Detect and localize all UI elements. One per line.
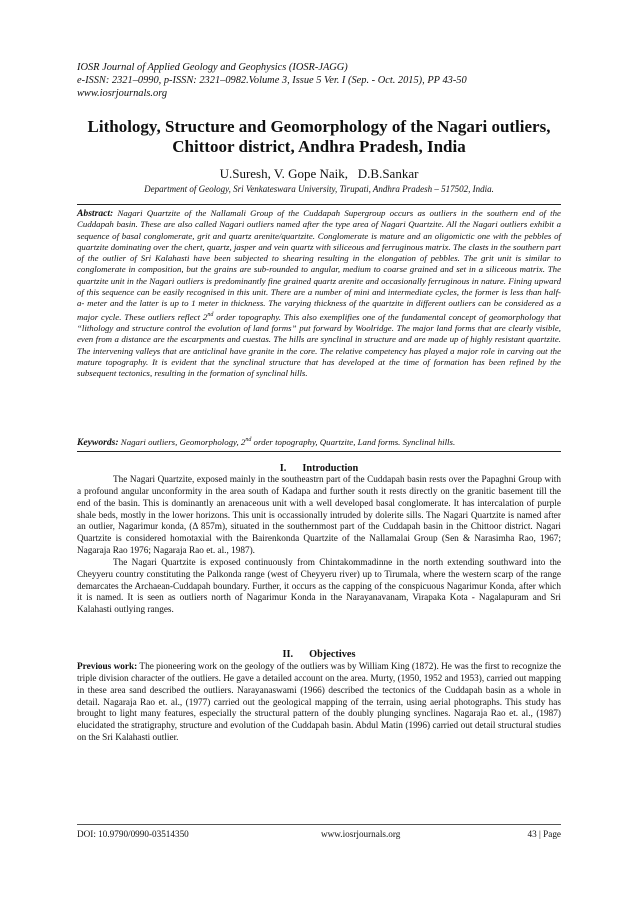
footer-rule (77, 824, 561, 825)
previous-work-text: The pioneering work on the geology of the outliers was by William King (1872). He was the first to recognize the triple division character of the outliers. He gave a detailed account on the area. Murty, (1950, 1952 and 1953), carried out mapping in these area sand described the outliers. Narayanaswami (1966) described the tectonics of the Cuddapah basin as a whole in detail. Nagaraja Rao et. al., (1977) carried out the geological mapping of the terrain, using aerial photographs. This study has brought to light many features, especially the structural pattern of the doubly plunging synclines. Nagaraja Rao et. al., (1987) elucidated the stratigraphy, structure and evolution of the Cuddapah basin. Abdul Matin (1996) carried out detail structural studies on the Sri Kalahasti outlier. (77, 662, 561, 744)
paper-title-line2: Chittoor district, Andhra Pradesh, India (172, 137, 466, 156)
objectives-body (77, 662, 561, 745)
journal-header (77, 61, 561, 101)
keywords (77, 435, 561, 448)
intro-paragraph-1: The Nagari Quartzite, exposed mainly in the southeastrn part of the Cuddapah basin rests over the Papaghni Group with a profound angular unconformity in the area south of Kadapa and further south it rests directly on the granitic basement till the end of the basin. This is dominantly an arenaceous unit with a well developed basal conglomerate. It has intercalation of purple shale beds, mostly in the lower horizons. This unit is occassionally intruded by dolerite sills. The Nagari Quartzite is named after an outlier, Nagarimur konda, (Δ 857m), situated in the southernmost part of the Cuddapah basin in the Chittoor district. Nagari Quartzite is considered homotaxial with the Bairenkonda Quartzite of the Nallamalai Group (Sen & Narasimha Rao, 1967; Nagaraja Rao 1976; Nagaraja Rao et. al., 1987). (77, 475, 561, 557)
journal-name: IOSR Journal of Applied Geology and Geophysics (IOSR-JAGG) (77, 62, 348, 73)
abstract-sup: nd (207, 311, 214, 318)
section1-title: Introduction (302, 463, 359, 474)
introduction-body (77, 475, 561, 617)
section1-number: I. (279, 463, 287, 474)
keywords-text-a: Nagari outliers, Geomorphology, 2 (118, 436, 246, 447)
abstract-text-b: order topography. This also exemplifies one of the fundamental concept of geomorphology that “lithology and structure control the evolution of land forms” put forward by Woolridge. The major land forms that are clearly visible, even from a distance are the escarpments and cuestas. The hills are synclinal in structure and are made up of highly resistant quartzite. The intervening valleys that are anticlinal have granite in the core. The relative competency has played a major role in carving out the mature topography. It is evident that the synclinal structure that has developed at the time of formation has been refined by the subsequent tectonics, resulting in the formation of synclinal hills. (77, 311, 561, 379)
authors: U.Suresh, V. Gope Naik, D.B.Sankar (219, 166, 419, 181)
affiliation: Department of Geology, Sri Venkateswara University, Tirupati, Andhra Pradesh – 517502, India. (144, 184, 494, 194)
abstract-bottom-rule (77, 451, 561, 452)
keywords-text-b: order topography, Quartzite, Land forms. Synclinal hills. (251, 436, 456, 447)
keywords-label: Keywords: (77, 436, 119, 448)
paper-title (77, 117, 561, 157)
footer-page-number: 43 | Page (527, 829, 561, 839)
journal-issn: e-ISSN: 2321–0990, p-ISSN: 2321–0982.Volume 3, Issue 5 Ver. I (Sep. - Oct. 2015), PP 43-50 (77, 75, 467, 87)
section2-number: II. (282, 649, 294, 660)
objectives-paragraph-1 (77, 662, 561, 745)
abstract-text-a: Nagari Quartzite of the Nallamali Group of the Cuddapah Supergroup occurs as outliers in the southern end of the Cuddapah basin. These are also called Nagari outliers named after the type area of Nagari Quartzite. All the Nagari outliers exhibit a sequence of basal conglomerate, grit and quartz arenite/quartzite. Conglomerate is mature and an oligomictic one with the pebbles of quartzite dominating over the chert, quartz, jasper and vein quartz with siliceous and ferruginous matrix. The clasts in the southern part of the outlier of Sri Kalahasti have been subjected to shearing resulting in the elongation of pebbles. The grit unit is similar to conglomerate in composition, but the grains are sub-rounded to angular, medium to coarse grained and set in a siliceous matrix. The quartzite unit in the Nagari outliers is predominantly fine grained quartz arenite and occasionally ferruginous in nature. Fining upward of this sequence can be easily recognised in this unit. There are a number of mini and intermediate cycles, the former is less than half- a- meter and the latter is up to 1 meter in thickness. The varying thickness of the quartzite in different outliers can be considered as a major cycle. These outliers reflect 2 (77, 208, 561, 322)
section-heading-objectives (77, 649, 561, 661)
section2-title: Objectives (309, 649, 356, 660)
abstract-label: Abstract: (77, 208, 114, 219)
footer-doi: DOI: 10.9790/0990-03514350 (77, 829, 189, 839)
intro-paragraph-2: The Nagari Quartzite is exposed continuously from Chintakommadinne in the north extending southward into the Cheyyeru country constituting the Palkonda range (west of Cheyyeru river) up to Tirumala, where the western scarp of the range demarcates the Archaean-Cuddapah boundary. Further, it occurs as the capping of the conspicuous Nagarimur Konda, after which it is named. It is seen as outliers north of Nagarimur Konda in the Narayanavanam, Virapaka Kota - Nagalapuram and Sri Kalahasti outlying ranges. (77, 557, 561, 616)
paper-title-line1: Lithology, Structure and Geomorphology of the Nagari outliers, (87, 117, 551, 136)
previous-work-label: Previous work: (77, 662, 138, 672)
abstract (77, 208, 561, 379)
section-heading-introduction (77, 463, 561, 475)
footer-website: www.iosrjournals.org (321, 829, 401, 839)
journal-website: www.iosrjournals.org (77, 88, 168, 100)
keywords-sup: nd (245, 437, 252, 443)
paper-page (77, 0, 561, 902)
abstract-top-rule (77, 204, 561, 205)
